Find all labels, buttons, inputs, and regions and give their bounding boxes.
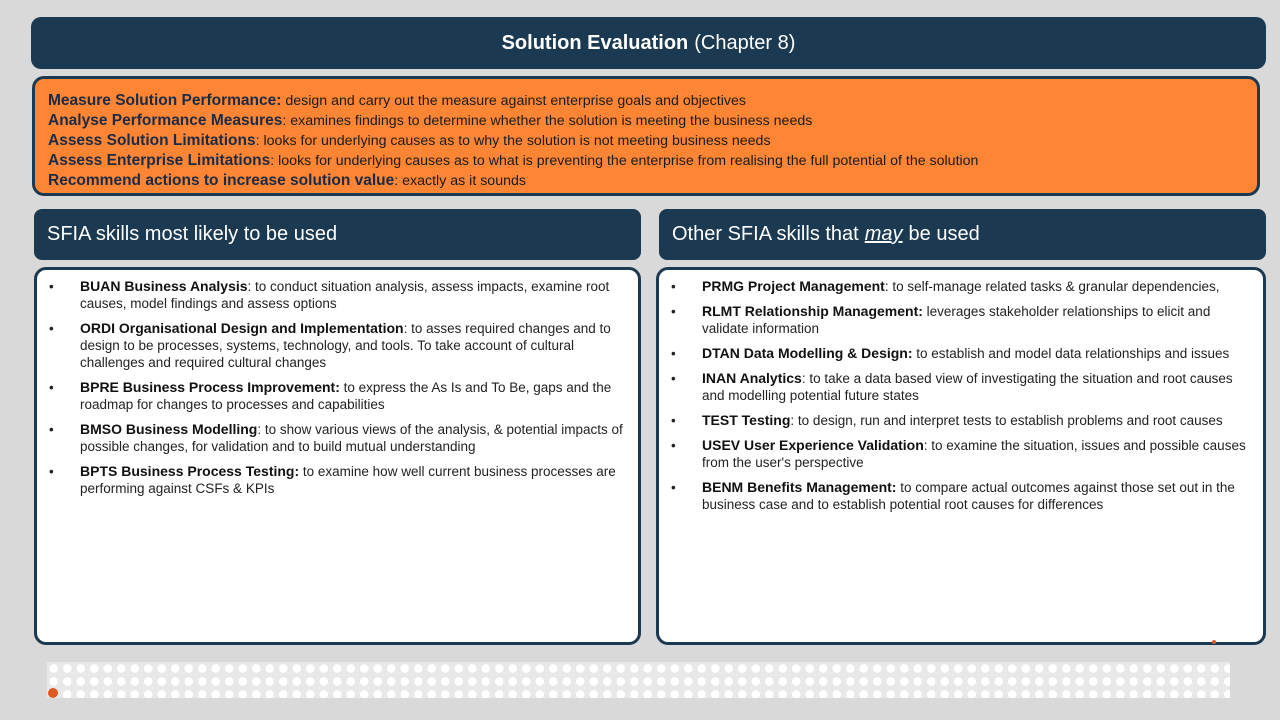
skill-label: BUAN Business Analysis — [80, 278, 248, 294]
task-line — [48, 171, 1244, 191]
skill-text: to express the As Is and To Be, gaps and the roadmap for changes to processes and capabilities — [80, 380, 612, 412]
skill-label: BPTS Business Process Testing: — [80, 463, 300, 479]
task-text: : exactly as it sounds — [394, 173, 526, 189]
skill-label: RLMT Relationship Management: — [702, 303, 923, 319]
task-text: : looks for underlying causes as to what is preventing the enterprise from realising the full potential of the solution — [270, 153, 979, 169]
skill-text: : to design, run and interpret tests to establish problems and root causes — [790, 413, 1223, 428]
bullet-icon: • — [671, 304, 676, 319]
bullet-icon: • — [671, 438, 676, 453]
bullet-icon: • — [49, 279, 54, 294]
list-item — [47, 320, 624, 371]
bullet-icon: • — [671, 279, 676, 294]
skill-label: DTAN Data Modelling & Design: — [702, 345, 913, 361]
bullet-icon: • — [671, 480, 676, 495]
skill-label: PRMG Project Management — [702, 278, 885, 294]
right-heading-emphasis: may — [864, 223, 903, 245]
list-item — [669, 479, 1249, 513]
skill-label: BPRE Business Process Improvement: — [80, 379, 340, 395]
bullet-icon: • — [49, 464, 54, 479]
skill-text: : to take a data based view of investigating the situation and root causes and modelling potential future states — [702, 371, 1233, 403]
title-main: Solution Evaluation — [501, 31, 689, 54]
task-label: Recommend actions to increase solution value — [48, 172, 395, 189]
dotted-footer-band — [47, 662, 1230, 698]
task-text: design and carry out the measure against enterprise goals and objectives — [281, 93, 746, 109]
tasks-box — [32, 76, 1260, 196]
skill-label: TEST Testing — [702, 412, 791, 428]
list-item — [669, 370, 1249, 404]
decorative-mark — [1212, 640, 1216, 644]
skill-text: to establish and model data relationships and issues — [912, 346, 1230, 361]
list-item — [47, 278, 624, 312]
skill-text: : to self-manage related tasks & granular dependencies, — [884, 279, 1220, 294]
skill-text: : to conduct situation analysis, assess impacts, examine root causes, model findings and assess options — [80, 279, 610, 311]
task-label: Measure Solution Performance: — [48, 92, 282, 109]
task-line — [48, 151, 1244, 171]
list-item — [47, 463, 624, 497]
skill-text: : to examine the situation, issues and possible causes from the user's perspective — [702, 438, 1246, 470]
left-skills-list — [47, 278, 624, 497]
task-line — [48, 91, 1244, 111]
list-item — [669, 278, 1249, 295]
task-text: : looks for underlying causes as to why the solution is not meeting business needs — [255, 133, 771, 149]
right-skills-box — [656, 267, 1266, 645]
slide-title — [31, 17, 1266, 69]
right-skills-list — [669, 278, 1249, 513]
right-heading-post: be used — [908, 223, 980, 245]
bullet-icon: • — [671, 346, 676, 361]
skill-text: to examine how well current business processes are performing against CSFs & KPIs — [80, 464, 616, 496]
skill-label: BMSO Business Modelling — [80, 421, 258, 437]
skill-text: : to asses required changes and to design to be processes, systems, technology, and tools. To take account of cultural challenges and required cultural changes — [80, 321, 611, 370]
task-label: Assess Solution Limitations — [48, 132, 256, 149]
skill-label: BENM Benefits Management: — [702, 479, 897, 495]
list-item — [47, 421, 624, 455]
task-label: Assess Enterprise Limitations — [48, 152, 271, 169]
task-line — [48, 131, 1244, 151]
bullet-icon: • — [49, 321, 54, 336]
task-text: : examines findings to determine whether the solution is meeting the business needs — [282, 113, 813, 129]
left-skills-box — [34, 267, 641, 645]
left-column-heading — [34, 209, 641, 260]
right-column-heading — [659, 209, 1266, 260]
list-item — [669, 345, 1249, 362]
list-item — [47, 379, 624, 413]
skill-text: to compare actual outcomes against those set out in the business case and to establish potential root causes for differences — [702, 480, 1235, 512]
skill-label: ORDI Organisational Design and Implementation — [80, 320, 404, 336]
bullet-icon: • — [671, 371, 676, 386]
accent-dot — [48, 688, 58, 698]
task-label: Analyse Performance Measures — [48, 112, 283, 129]
skill-text: leverages stakeholder relationships to elicit and validate information — [702, 304, 1211, 336]
task-line — [48, 111, 1244, 131]
title-sub: (Chapter 8) — [694, 31, 796, 54]
skill-label: INAN Analytics — [702, 370, 802, 386]
bullet-icon: • — [671, 413, 676, 428]
list-item — [669, 437, 1249, 471]
list-item — [669, 412, 1249, 429]
left-heading-text: SFIA skills most likely to be used — [47, 223, 338, 245]
skill-label: USEV User Experience Validation — [702, 437, 924, 453]
bullet-icon: • — [49, 422, 54, 437]
bullet-icon: • — [49, 380, 54, 395]
skill-text: : to show various views of the analysis, & potential impacts of possible changes, for validation and to build mutual understanding — [80, 422, 623, 454]
right-heading-pre: Other SFIA skills that — [672, 223, 859, 245]
list-item — [669, 303, 1249, 337]
